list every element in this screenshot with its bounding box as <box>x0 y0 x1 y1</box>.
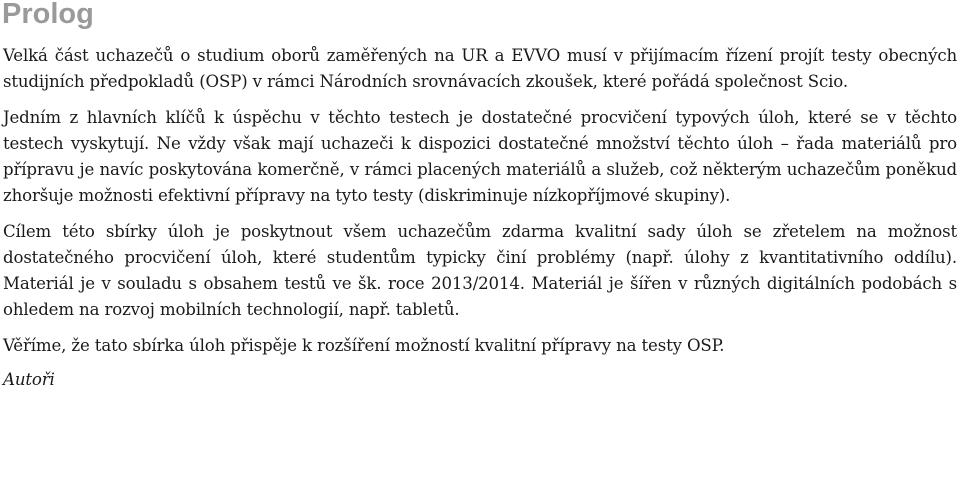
paragraph-practice: Jedním z hlavních klíčů k úspěchu v těchto testech je dostatečné procvičení typových úloh, které se v těchto testech vyskytují. Ne vždy však mají uchazeči k dispozici dostatečné množství těchto úloh – řada materiálů pro přípravu je navíc poskytována komerčně, v rámci placených materiálů a služeb, což některým uchazečům poněkud zhoršuje možnosti efektivní přípravy na tyto testy (diskriminuje nízkopříjmové skupiny). <box>3 108 957 205</box>
paragraph-intro: Velká část uchazečů o studium oborů zaměřených na UR a EVVO musí v přijímacím řízení projít testy obecných studijních předpokladů (OSP) v rámci Národních srovnávacích zkoušek, které pořádá společnost Scio. <box>3 46 957 91</box>
document-body <box>3 43 957 403</box>
signature: Autoři <box>3 370 55 389</box>
page-title: Prolog <box>2 0 94 30</box>
paragraph-goal: Cílem této sbírky úloh je poskytnout všem uchazečům zdarma kvalitní sady úloh se zřetelem na možnost dostatečného procvičení úloh, které studentům typicky činí problémy (např. úlohy z kvantitativního oddílu). Materiál je v souladu s obsahem testů ve šk. roce 2013/2014. Materiál je šířen v různých digitálních podobách s ohledem na rozvoj mobilních technologií, např. tabletů. <box>3 222 957 319</box>
paragraph-closing: Věříme, že tato sbírka úloh přispěje k rozšíření možností kvalitní přípravy na testy OSP. <box>3 336 725 355</box>
